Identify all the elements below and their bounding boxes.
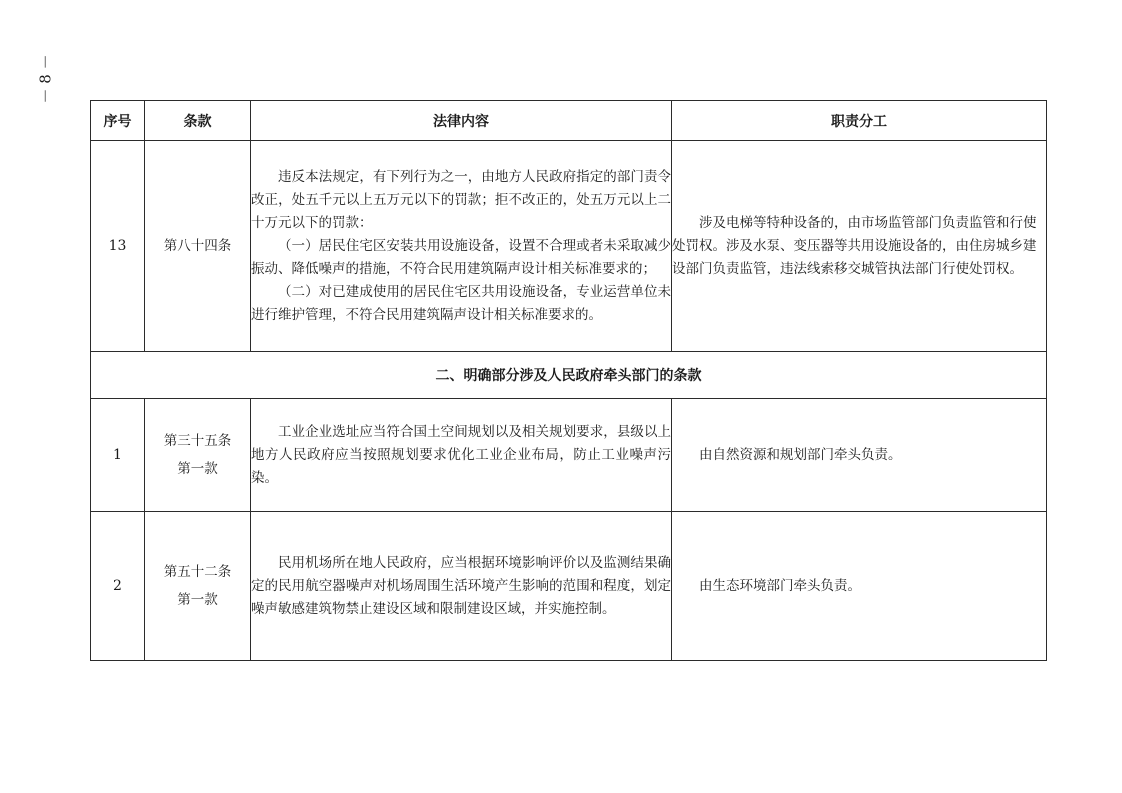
row-content [251,399,672,512]
header-article: 条款 [145,101,251,141]
row-index: 2 [91,512,145,661]
page-number [28,54,64,108]
duty-text: 由自然资源和规划部门牵头负责。 [699,446,902,463]
article-line: 第五十二条 [163,564,232,580]
row-duty [672,512,1047,661]
row-duty [672,399,1047,512]
article-line: 第一款 [177,592,218,608]
section-row [91,352,1047,399]
table-row [91,512,1047,661]
content-paragraph: （一）居民住宅区安装共用设施设备，设置不合理或者未采取减少振动、降低噪声的措施，不符合民用建筑隔声设计相关标准要求的； [251,237,671,277]
table-row [91,141,1047,352]
row-index: 13 [91,141,145,352]
duty-text: 涉及电梯等特种设备的，由市场监管部门负责监管和行使处罚权。涉及水泵、变压器等共用设施设备的，由住房城乡建设部门负责监管，违法线索移交城管执法部门行使处罚权。 [672,214,1037,277]
row-article: 第八十四条 [145,141,251,352]
header-index: 序号 [91,101,145,141]
row-content [251,512,672,661]
page-number-text: － 8 － [36,54,55,104]
responsibility-table [90,100,1047,661]
row-article [145,399,251,512]
content-paragraph: 民用机场所在地人民政府，应当根据环境影响评价以及监测结果确定的民用航空器噪声对机场周围生活环境产生影响的范围和程度，划定噪声敏感建筑物禁止建设区域和限制建设区域，并实施控制。 [251,554,671,617]
table-row [91,399,1047,512]
content-paragraph: 违反本法规定，有下列行为之一，由地方人民政府指定的部门责令改正，处五千元以上五万元以下的罚款；拒不改正的，处五万元以上二十万元以下的罚款： [251,168,671,231]
article-line: 第三十五条 [163,433,232,449]
row-article [145,512,251,661]
duty-text: 由生态环境部门牵头负责。 [699,577,861,594]
header-content: 法律内容 [251,101,672,141]
article-line: 第一款 [177,461,218,477]
table-header-row [91,101,1047,141]
row-index: 1 [91,399,145,512]
row-duty [672,141,1047,352]
header-duty: 职责分工 [672,101,1047,141]
row-content [251,141,672,352]
content-paragraph: （二）对已建成使用的居民住宅区共用设施设备，专业运营单位未进行维护管理，不符合民用建筑隔声设计相关标准要求的。 [251,283,671,323]
section-title: 二、明确部分涉及人民政府牵头部门的条款 [91,352,1047,399]
content-paragraph: 工业企业选址应当符合国土空间规划以及相关规划要求，县级以上地方人民政府应当按照规划要求优化工业企业布局，防止工业噪声污染。 [251,423,671,486]
